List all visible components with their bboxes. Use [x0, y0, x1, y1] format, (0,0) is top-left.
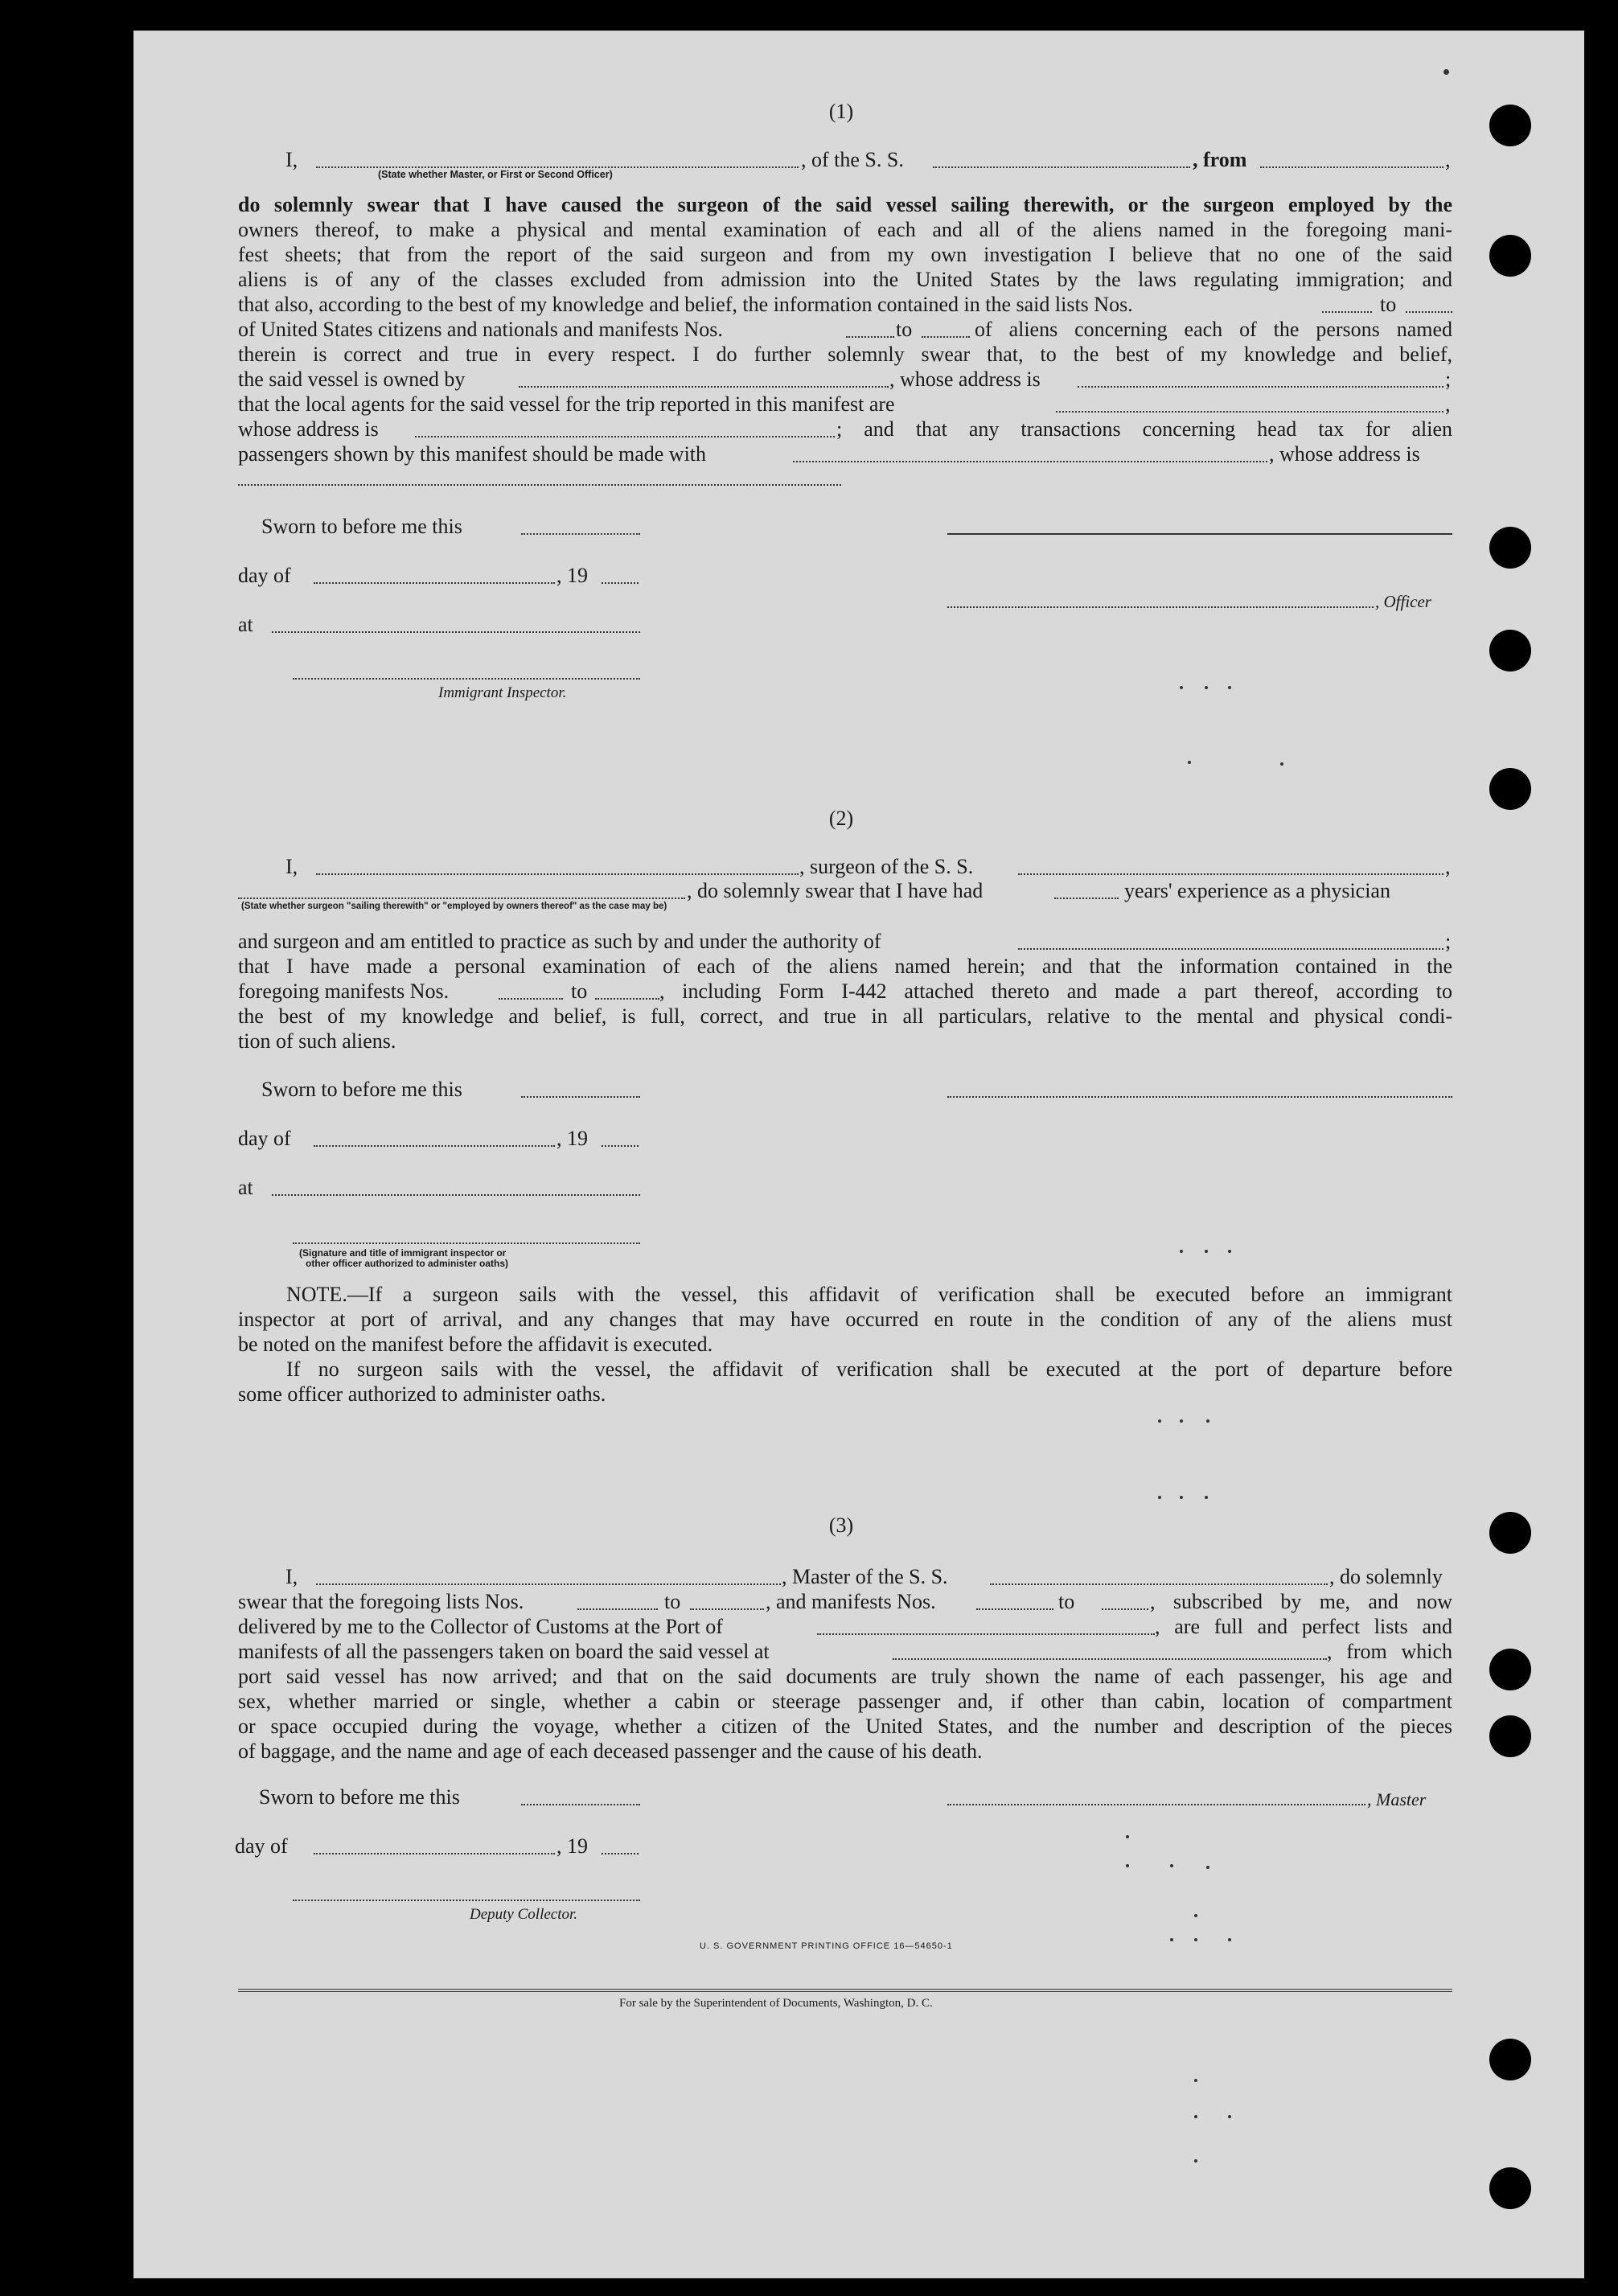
field-s3-sworn-day[interactable] [521, 1804, 640, 1805]
field-list-from[interactable] [1322, 311, 1372, 313]
field-surgeon-status[interactable] [238, 897, 685, 899]
field-s2-month[interactable] [314, 1145, 555, 1147]
field-s2-inspector-signature[interactable] [293, 1242, 640, 1244]
s1-para-line: of United States citizens and nationals and manifests Nos. [238, 318, 723, 341]
scan-speck [1228, 1938, 1231, 1941]
scan-speck [1180, 1250, 1183, 1253]
s3-to: to [1058, 1590, 1075, 1613]
field-years-experience[interactable] [1054, 897, 1119, 899]
s3-manifests: , and manifests Nos. [766, 1590, 936, 1613]
s2-day-of: day of [238, 1127, 291, 1150]
field-owner[interactable] [519, 386, 889, 388]
s3-para-line: manifests of all the passengers taken on board the said vessel at [238, 1640, 770, 1663]
field-s3-list-to[interactable] [690, 1608, 764, 1610]
s2-to: to [571, 980, 588, 1003]
s3-para-line: , are full and perfect lists and [1155, 1615, 1452, 1638]
scan-speck [1194, 2079, 1197, 2082]
field-s2-manifest-to[interactable] [595, 998, 659, 1000]
s1-hint: (State whether Master, or First or Second Officer) [378, 169, 613, 180]
field-inspector-signature[interactable] [293, 678, 640, 680]
scan-speck [1228, 686, 1231, 689]
field-officer-title[interactable] [947, 606, 1374, 608]
s2-note-line: be noted on the manifest before the affidavit is executed. [238, 1333, 713, 1356]
field-s3-manifest-to[interactable] [1102, 1608, 1148, 1610]
scan-speck [1158, 1419, 1161, 1423]
field-port-of-embarkation[interactable] [893, 1658, 1327, 1660]
binder-hole [1489, 1649, 1531, 1690]
s1-para-line: fest sheets; that from the report of the said surgeon and from my own investigation I believe that no one of the said [238, 243, 1452, 266]
field-place[interactable] [272, 631, 640, 633]
s1-inspector-label: Immigrant Inspector. [438, 684, 567, 701]
s1-day-of: day of [238, 564, 291, 587]
s2-note-line: If no surgeon sails with the vessel, the affidavit of verification shall be executed at the port of departure before [286, 1357, 1452, 1381]
field-officer-rank[interactable] [316, 166, 799, 168]
field-s2-manifest-from[interactable] [499, 998, 563, 1000]
s2-comma: , [1445, 855, 1451, 878]
scan-speck [1228, 2115, 1231, 2118]
binder-hole [1489, 105, 1531, 146]
s3-para-line: of baggage, and the name and age of each deceased passenger and the cause of his death. [238, 1739, 983, 1763]
scan-speck [1180, 686, 1183, 689]
field-sworn-day[interactable] [521, 533, 640, 535]
s3-para-line: delivered by me to the Collector of Customs at the Port of [238, 1615, 723, 1638]
s2-sworn: Sworn to before me this [261, 1078, 462, 1101]
field-master-signature[interactable] [947, 1804, 1365, 1805]
s2-line2: , do solemnly swear that I have had [687, 879, 984, 902]
scan-speck [1180, 1419, 1183, 1423]
s2-para-line: that I have made a personal examination of each of the aliens named herein; and that the information contained in the [238, 955, 1452, 978]
section-2-number: (2) [828, 807, 854, 830]
s1-para-line: aliens is of any of the classes excluded from admission into the United States by the laws regulating immigration; and [238, 268, 1452, 291]
s3-sworn: Sworn to before me this [259, 1785, 460, 1809]
binder-hole [1489, 2167, 1531, 2209]
field-owner-address[interactable] [1078, 386, 1443, 388]
s1-whose-address: , whose address is [1269, 442, 1420, 466]
scan-speck [1228, 1250, 1231, 1253]
section-3-number: (3) [828, 1514, 854, 1537]
s1-at: at [238, 613, 253, 636]
sale-notice: For sale by the Superintendent of Documents, Washington, D. C. [619, 1997, 933, 2010]
scan-speck [1205, 686, 1208, 689]
binder-hole [1489, 768, 1531, 810]
s1-para-line: whose address is [238, 417, 379, 441]
field-s2-place[interactable] [272, 1194, 640, 1196]
s3-i: I, [285, 1565, 298, 1588]
field-s2-sworn-day[interactable] [521, 1096, 640, 1098]
binder-hole [1489, 630, 1531, 672]
field-officer-signature[interactable] [947, 533, 1452, 535]
field-year[interactable] [602, 582, 639, 584]
field-head-tax-party[interactable] [793, 461, 1267, 462]
s1-para-line: therein is correct and true in every respect. I do further solemnly swear that, to the best of my knowledge and belief, [238, 343, 1452, 366]
field-master-name[interactable] [316, 1583, 781, 1585]
binder-hole [1489, 1715, 1531, 1757]
s1-to: to [1380, 293, 1397, 316]
binder-hole [1489, 2039, 1531, 2080]
scan-speck [1206, 1866, 1209, 1869]
field-from-port[interactable] [1260, 166, 1443, 168]
s3-para-line: sex, whether married or single, whether a cabin or steerage passenger and, if other than cabin, location of compartment [238, 1690, 1452, 1713]
s1-para-line: ; and that any transactions concerning head tax for alien [836, 417, 1452, 441]
scan-speck [1194, 1914, 1197, 1917]
s1-comma: , [1445, 148, 1451, 171]
scan-speck [1194, 1938, 1197, 1941]
s1-para-line: owners thereof, to make a physical and mental examination of each and all of the aliens named in the foregoing mani- [238, 218, 1452, 241]
s2-para-line: and surgeon and am entitled to practice as such by and under the authority of [238, 930, 881, 953]
s2-para-line: , including Form I-442 attached thereto and made a part thereof, according to [659, 980, 1452, 1003]
s2-i: I, [285, 855, 298, 878]
printing-office-line: U. S. GOVERNMENT PRINTING OFFICE 16—54650-1 [700, 1941, 953, 1951]
s1-para-line: do solemnly swear that I have caused the surgeon of the said vessel sailing therewith, or the surgeon employed by the [238, 193, 1452, 216]
s1-para-line: of aliens concerning each of the persons named [975, 318, 1452, 341]
field-agents-address[interactable] [415, 436, 835, 437]
s3-para-line: , from which [1327, 1640, 1452, 1663]
s2-sig-hint-2: other officer authorized to administer oaths) [306, 1258, 509, 1269]
s2-note-line: inspector at port of arrival, and any changes that may have occurred en route in the condition of any of the aliens must [238, 1308, 1452, 1331]
scan-speck [1188, 761, 1191, 764]
field-local-agents[interactable] [1056, 411, 1443, 413]
footer-rule [238, 1989, 1452, 1992]
s2-para-line: tion of such aliens. [238, 1029, 396, 1053]
s1-of-ss: , of the S. S. [801, 148, 904, 171]
s3-master-label: , Master [1367, 1789, 1427, 1809]
s2-hint: (State whether surgeon "sailing therewith" or "employed by owners thereof" as the case may be) [241, 902, 667, 911]
section-1-number: (1) [828, 100, 854, 123]
field-manifest-from[interactable] [846, 336, 894, 338]
s1-whose-address: , whose address is [889, 368, 1041, 391]
binder-hole [1489, 235, 1531, 277]
field-month[interactable] [314, 582, 555, 584]
s1-to: to [896, 318, 913, 341]
s2-sig-hint-1: (Signature and title of immigrant inspector or [299, 1247, 507, 1259]
field-surgeon-signature[interactable] [947, 1096, 1452, 1098]
field-vessel-name-3[interactable] [990, 1583, 1328, 1585]
field-authority[interactable] [1018, 948, 1443, 950]
field-surgeon-name[interactable] [316, 873, 799, 875]
s3-day-of: day of [235, 1834, 288, 1858]
s3-para-line: or space occupied during the voyage, whether a citizen of the United States, and the number and description of the pieces [238, 1715, 1452, 1738]
scan-speck [1194, 2159, 1197, 2163]
s2-at: at [238, 1176, 253, 1199]
scan-speck [1205, 1496, 1208, 1499]
field-head-tax-address[interactable] [238, 484, 841, 486]
s1-year-prefix: , 19 [556, 564, 588, 587]
scan-speck [1443, 69, 1449, 75]
s1-officer-label: , Officer [1375, 592, 1431, 611]
s1-i: I, [285, 148, 298, 171]
s2-note-line: some officer authorized to administer oaths. [238, 1382, 606, 1406]
s1-para-line: that the local agents for the said vessel for the trip reported in this manifest are [238, 392, 895, 416]
s2-para-line: foregoing manifests Nos. [238, 980, 450, 1003]
field-s3-month[interactable] [314, 1853, 555, 1854]
s1-para-line: the said vessel is owned by [238, 368, 466, 391]
binder-hole [1489, 527, 1531, 569]
scan-speck [1205, 1250, 1208, 1253]
field-manifest-to[interactable] [922, 336, 970, 338]
field-s3-year[interactable] [602, 1853, 639, 1854]
field-port-of-arrival[interactable] [817, 1633, 1155, 1635]
s2-surgeon-of: , surgeon of the S. S. [799, 855, 974, 878]
s2-semicolon: ; [1445, 930, 1452, 953]
field-s3-list-from[interactable] [577, 1608, 658, 1610]
field-vessel-name-2[interactable] [1018, 873, 1443, 875]
s1-para-line: that also, according to the best of my knowledge and belief, the information contained in the said lists Nos. [238, 293, 1133, 316]
s2-line2b: years' experience as a physician [1124, 879, 1390, 902]
field-list-to[interactable] [1406, 311, 1452, 313]
field-s3-manifest-from[interactable] [976, 1608, 1053, 1610]
s2-note-line: NOTE.—If a surgeon sails with the vessel, this affidavit of verification shall be executed before an immigrant [286, 1283, 1452, 1306]
s1-semicolon: ; [1445, 368, 1452, 391]
s1-comma: , [1445, 392, 1451, 416]
scan-speck [1280, 762, 1283, 766]
field-s2-year[interactable] [602, 1145, 639, 1147]
s3-solemnly: , do solemnly [1329, 1565, 1443, 1588]
scan-speck [1170, 1864, 1173, 1867]
scan-speck [1194, 2115, 1197, 2118]
s3-to: to [664, 1590, 681, 1613]
s1-from: , from [1193, 148, 1247, 171]
binder-hole [1489, 1512, 1531, 1554]
scan-speck [1126, 1835, 1129, 1838]
s2-para-line: the best of my knowledge and belief, is full, correct, and true in all particulars, relative to the mental and physical condi- [238, 1004, 1452, 1028]
field-collector-signature[interactable] [293, 1900, 640, 1901]
s3-para-line: , subscribed by me, and now [1150, 1590, 1452, 1613]
s3-master-of: , Master of the S. S. [782, 1565, 948, 1588]
field-vessel-name[interactable] [933, 166, 1190, 168]
scan-speck [1170, 1938, 1173, 1941]
scan-speck [1158, 1496, 1161, 1499]
s1-para-line: passengers shown by this manifest should be made with [238, 442, 707, 466]
scan-speck [1126, 1864, 1129, 1867]
s3-para-line: port said vessel has now arrived; and that on the said documents are truly shown the name of each passenger, his age and [238, 1665, 1452, 1688]
s3-para-line: swear that the foregoing lists Nos. [238, 1590, 524, 1613]
s2-year-prefix: , 19 [556, 1127, 588, 1150]
scan-speck [1180, 1496, 1183, 1499]
scan-speck [1206, 1419, 1209, 1423]
s1-sworn: Sworn to before me this [261, 515, 462, 538]
s3-collector-label: Deputy Collector. [470, 1906, 578, 1923]
s3-year-prefix: , 19 [556, 1834, 588, 1858]
